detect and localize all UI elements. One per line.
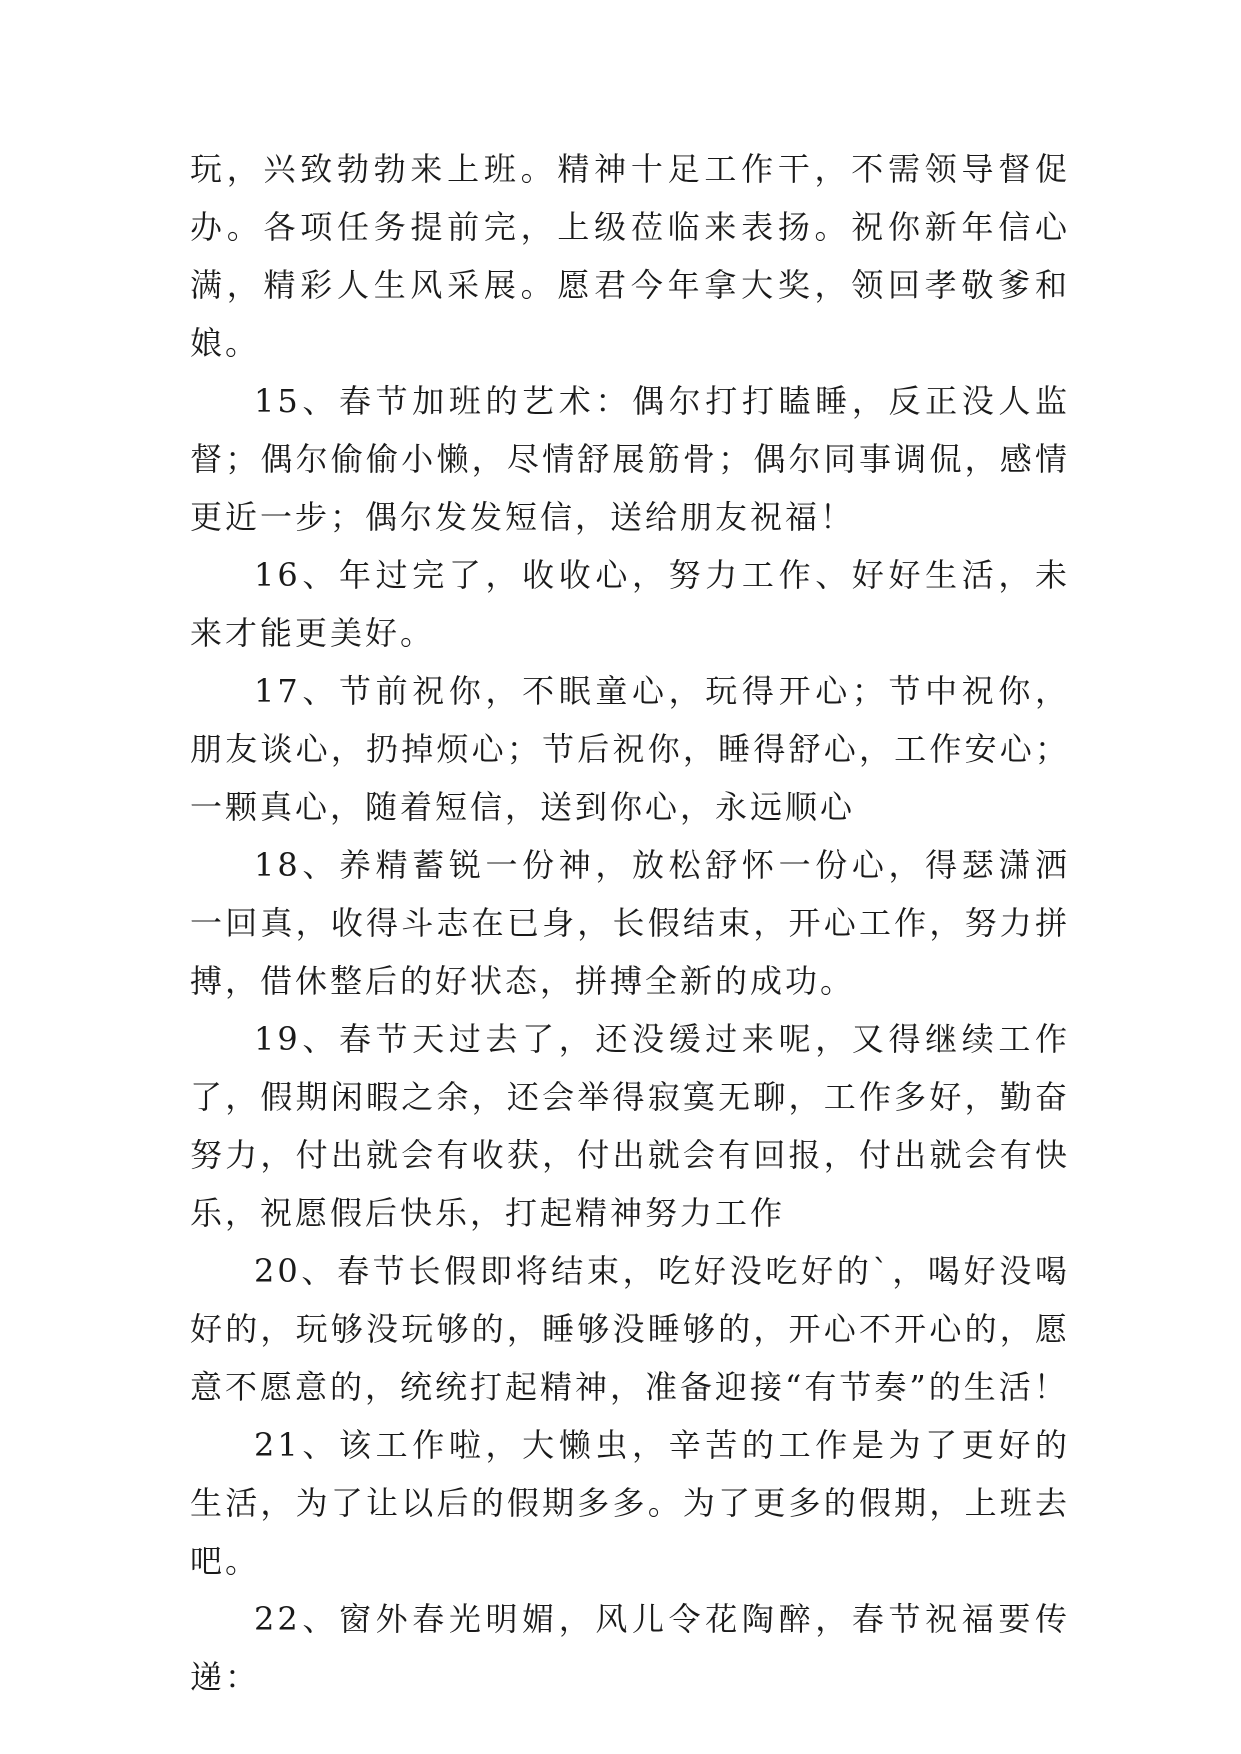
- paragraph-16: 16、年过完了，收收心，努力工作、好好生活，未来才能更美好。: [190, 556, 1070, 652]
- document-page: [190, 140, 1070, 1706]
- paragraph-18: 18、养精蓄锐一份神，放松舒怀一份心，得瑟潇洒一回真，收得斗志在已身，长假结束，开心工作，努力拼搏，借休整后的好状态，拼搏全新的成功。: [190, 846, 1070, 1000]
- paragraph-22: 22、窗外春光明媚，风儿令花陶醉，春节祝福要传递：: [190, 1600, 1070, 1696]
- paragraph-17: 17、节前祝你，不眠童心，玩得开心；节中祝你，朋友谈心，扔掉烦心；节后祝你，睡得舒心，工作安心；一颗真心，随着短信，送到你心，永远顺心: [190, 672, 1070, 826]
- paragraph-15: 15、春节加班的艺术：偶尔打打瞌睡，反正没人监督；偶尔偷偷小懒，尽情舒展筋骨；偶尔同事调侃，感情更近一步；偶尔发发短信，送给朋友祝福！: [190, 382, 1070, 536]
- paragraph-continuation: 玩，兴致勃勃来上班。精神十足工作干，不需领导督促办。各项任务提前完，上级莅临来表扬。祝你新年信心满，精彩人生风采展。愿君今年拿大奖，领回孝敬爹和娘。: [190, 150, 1070, 362]
- paragraph-19: 19、春节天过去了，还没缓过来呢，又得继续工作了，假期闲暇之余，还会举得寂寞无聊，工作多好，勤奋努力，付出就会有收获，付出就会有回报，付出就会有快乐，祝愿假后快乐，打起精神努力工作: [190, 1020, 1070, 1232]
- paragraph-21: 21、该工作啦，大懒虫，辛苦的工作是为了更好的生活，为了让以后的假期多多。为了更多的假期，上班去吧。: [190, 1426, 1070, 1580]
- paragraph-20: 20、春节长假即将结束，吃好没吃好的`，喝好没喝好的，玩够没玩够的，睡够没睡够的，开心不开心的，愿意不愿意的，统统打起精神，准备迎接“有节奏”的生活！: [190, 1252, 1070, 1406]
